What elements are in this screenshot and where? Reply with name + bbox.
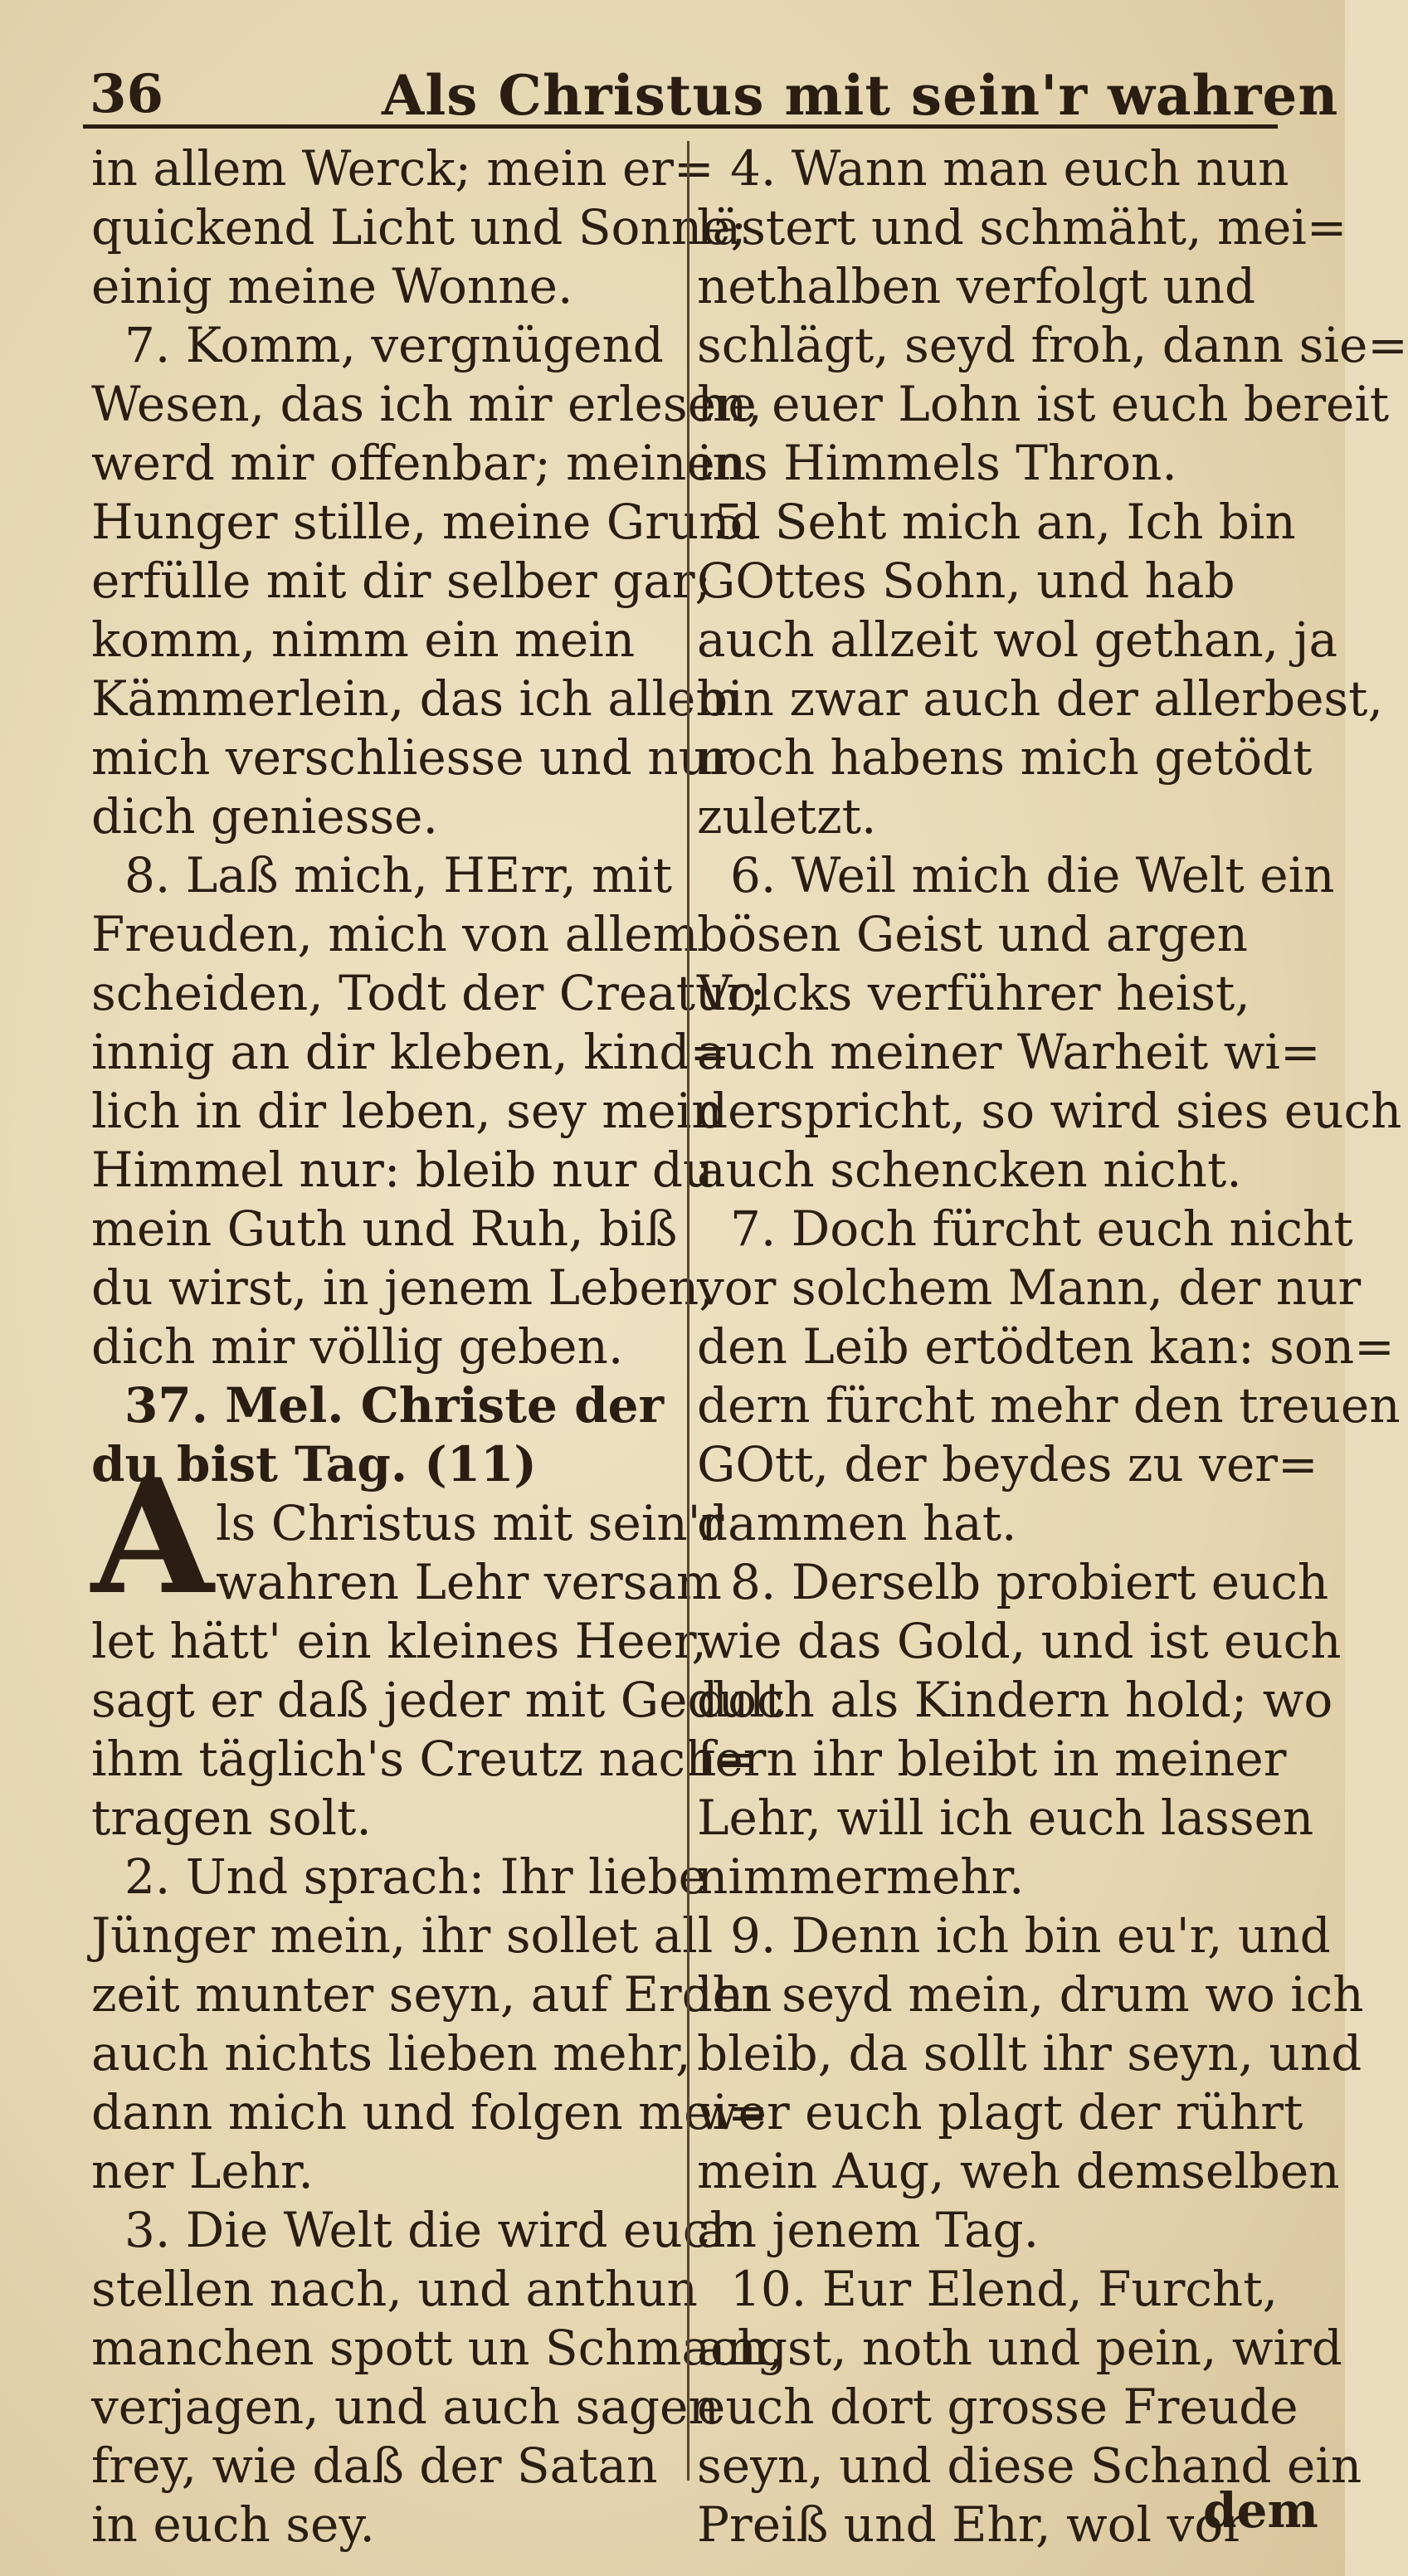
text-line: Lehr, will ich euch lassen	[697, 1790, 1314, 1846]
text-line: tragen solt.	[91, 1790, 372, 1846]
text-line: Preiß und Ehr, wol vor	[697, 2496, 1246, 2553]
text-line: verjagen, und auch sagen	[91, 2379, 719, 2435]
text-line: in euch sey.	[91, 2496, 375, 2553]
text-line: Wesen, das ich mir erlesen,	[91, 376, 762, 432]
page-number: 36	[90, 63, 164, 125]
text-line: bin zwar auch der allerbest,	[697, 670, 1383, 727]
text-line: 8. Laß mich, HErr, mit	[124, 847, 673, 903]
text-line: dern fürcht mehr den treuen	[697, 1377, 1401, 1434]
text-line: derspricht, so wird sies euch	[697, 1083, 1402, 1139]
text-line: ls Christus mit sein'r	[216, 1495, 724, 1551]
text-line: sagt er daß jeder mit Gedult	[91, 1672, 784, 1728]
text-line: dich geniesse.	[91, 788, 438, 845]
text-line: ner Lehr.	[91, 2143, 314, 2199]
text-line: doch als Kindern hold; wo	[697, 1672, 1333, 1728]
text-line: Volcks verführer heist,	[697, 965, 1250, 1021]
running-head: Als Christus mit sein'r wahren	[382, 63, 1339, 128]
text-line: dich mir völlig geben.	[91, 1318, 624, 1375]
text-line: GOtt, der beydes zu ver=	[697, 1436, 1318, 1493]
text-line: dann mich und folgen mei=	[91, 2084, 768, 2140]
text-line: zeit munter seyn, auf Erden	[91, 1966, 772, 2023]
text-line: werd mir offenbar; meinen	[91, 435, 747, 491]
text-line: bleib, da sollt ihr seyn, und	[697, 2025, 1362, 2082]
text-line: Jünger mein, ihr sollet all	[91, 1907, 714, 1964]
text-line: wer euch plagt der rührt	[697, 2084, 1303, 2140]
text-line: auch allzeit wol gethan, ja	[697, 611, 1338, 668]
text-line: 4. Wann man euch nun	[730, 140, 1289, 197]
right-column	[697, 139, 1408, 2554]
drop-cap-initial: A	[91, 1444, 214, 1629]
text-line: vor solchem Mann, der nur	[697, 1259, 1362, 1316]
text-line: in allem Werck; mein er=	[91, 140, 714, 197]
text-line: dammen hat.	[697, 1495, 1017, 1551]
text-line: Hunger stille, meine Grund	[91, 494, 761, 550]
header-rule	[83, 124, 1278, 129]
text-line: mein Guth und Ruh, biß	[91, 1200, 678, 1257]
text-line: Kämmerlein, das ich allem	[91, 670, 742, 727]
catchword: dem	[1203, 2482, 1318, 2539]
text-line: manchen spott un Schmach,	[91, 2320, 784, 2376]
text-line: 10. Eur Elend, Furcht,	[730, 2261, 1279, 2317]
text-line: 6. Weil mich die Welt ein	[730, 847, 1335, 903]
text-line: wie das Gold, und ist euch	[697, 1613, 1342, 1669]
text-line: lich in dir leben, sey mein	[91, 1083, 723, 1139]
text-line: ihm täglich's Creutz nach=	[91, 1731, 757, 1787]
text-line: lästert und schmäht, mei=	[697, 199, 1347, 256]
text-line: 9. Denn ich bin eu'r, und	[730, 1907, 1331, 1964]
text-line: noch habens mich getödt	[697, 729, 1313, 786]
text-line: 7. Doch fürcht euch nicht	[730, 1200, 1353, 1257]
text-line: 2. Und sprach: Ihr liebe	[124, 1848, 707, 1905]
text-line: 5. Seht mich an, Ich bin	[714, 494, 1296, 550]
text-line: stellen nach, und anthun	[91, 2261, 698, 2317]
text-line: auch nichts lieben mehr,	[91, 2025, 691, 2082]
text-line: du bist Tag. (11)	[91, 1436, 537, 1493]
text-line: 3. Die Welt die wird euch	[124, 2202, 741, 2258]
text-line: quickend Licht und Sonne;	[91, 199, 748, 256]
text-line: einig meine Wonne.	[91, 258, 573, 314]
text-line: euch dort grosse Freude	[697, 2379, 1298, 2435]
text-line: zuletzt.	[697, 788, 877, 845]
text-line: ins Himmels Thron.	[697, 435, 1177, 491]
text-line: bösen Geist und argen	[697, 906, 1249, 962]
text-line: wahren Lehr versam	[216, 1554, 722, 1610]
text-line: Himmel nur: bleib nur du	[91, 1142, 714, 1198]
text-line: seyn, und diese Schand ein	[697, 2437, 1362, 2494]
page-header	[50, 58, 1339, 141]
text-line: an jenem Tag.	[697, 2202, 1040, 2258]
text-line: komm, nimm ein mein	[91, 611, 636, 668]
text-line: angst, noth und pein, wird	[697, 2320, 1342, 2376]
text-line: Freuden, mich von allem	[91, 906, 699, 962]
text-line: auch meiner Warheit wi=	[697, 1024, 1321, 1080]
text-line: auch schencken nicht.	[697, 1142, 1242, 1198]
text-line: 7. Komm, vergnügend	[124, 317, 664, 373]
text-line: nimmermehr.	[697, 1848, 1025, 1905]
text-line: fern ihr bleibt in meiner	[697, 1731, 1287, 1787]
text-line: ihr seyd mein, drum wo ich	[697, 1966, 1364, 2023]
text-line: he euer Lohn ist euch bereit	[697, 376, 1390, 432]
text-line: mich verschliesse und nur	[91, 729, 733, 786]
text-line: let hätt' ein kleines Heer,	[91, 1613, 707, 1669]
text-line: nethalben verfolgt und	[697, 258, 1256, 314]
text-line: den Leib ertödten kan: son=	[697, 1318, 1395, 1375]
text-line: scheiden, Todt der Creatur;	[91, 965, 766, 1021]
text-line: GOttes Sohn, und hab	[697, 553, 1235, 609]
text-line: 8. Derselb probiert euch	[730, 1554, 1329, 1610]
text-line: innig an dir kleben, kind=	[91, 1024, 731, 1080]
text-line: du wirst, in jenem Leben,	[91, 1259, 714, 1316]
text-line: mein Aug, weh demselben	[697, 2143, 1340, 2199]
text-line: 37. Mel. Christe der	[124, 1377, 665, 1434]
text-line: frey, wie daß der Satan	[91, 2437, 658, 2494]
text-line: schlägt, seyd froh, dann sie=	[697, 317, 1408, 373]
left-column	[91, 139, 784, 2554]
column-divider	[687, 141, 689, 2481]
text-line: erfülle mit dir selber gar;	[91, 553, 712, 609]
